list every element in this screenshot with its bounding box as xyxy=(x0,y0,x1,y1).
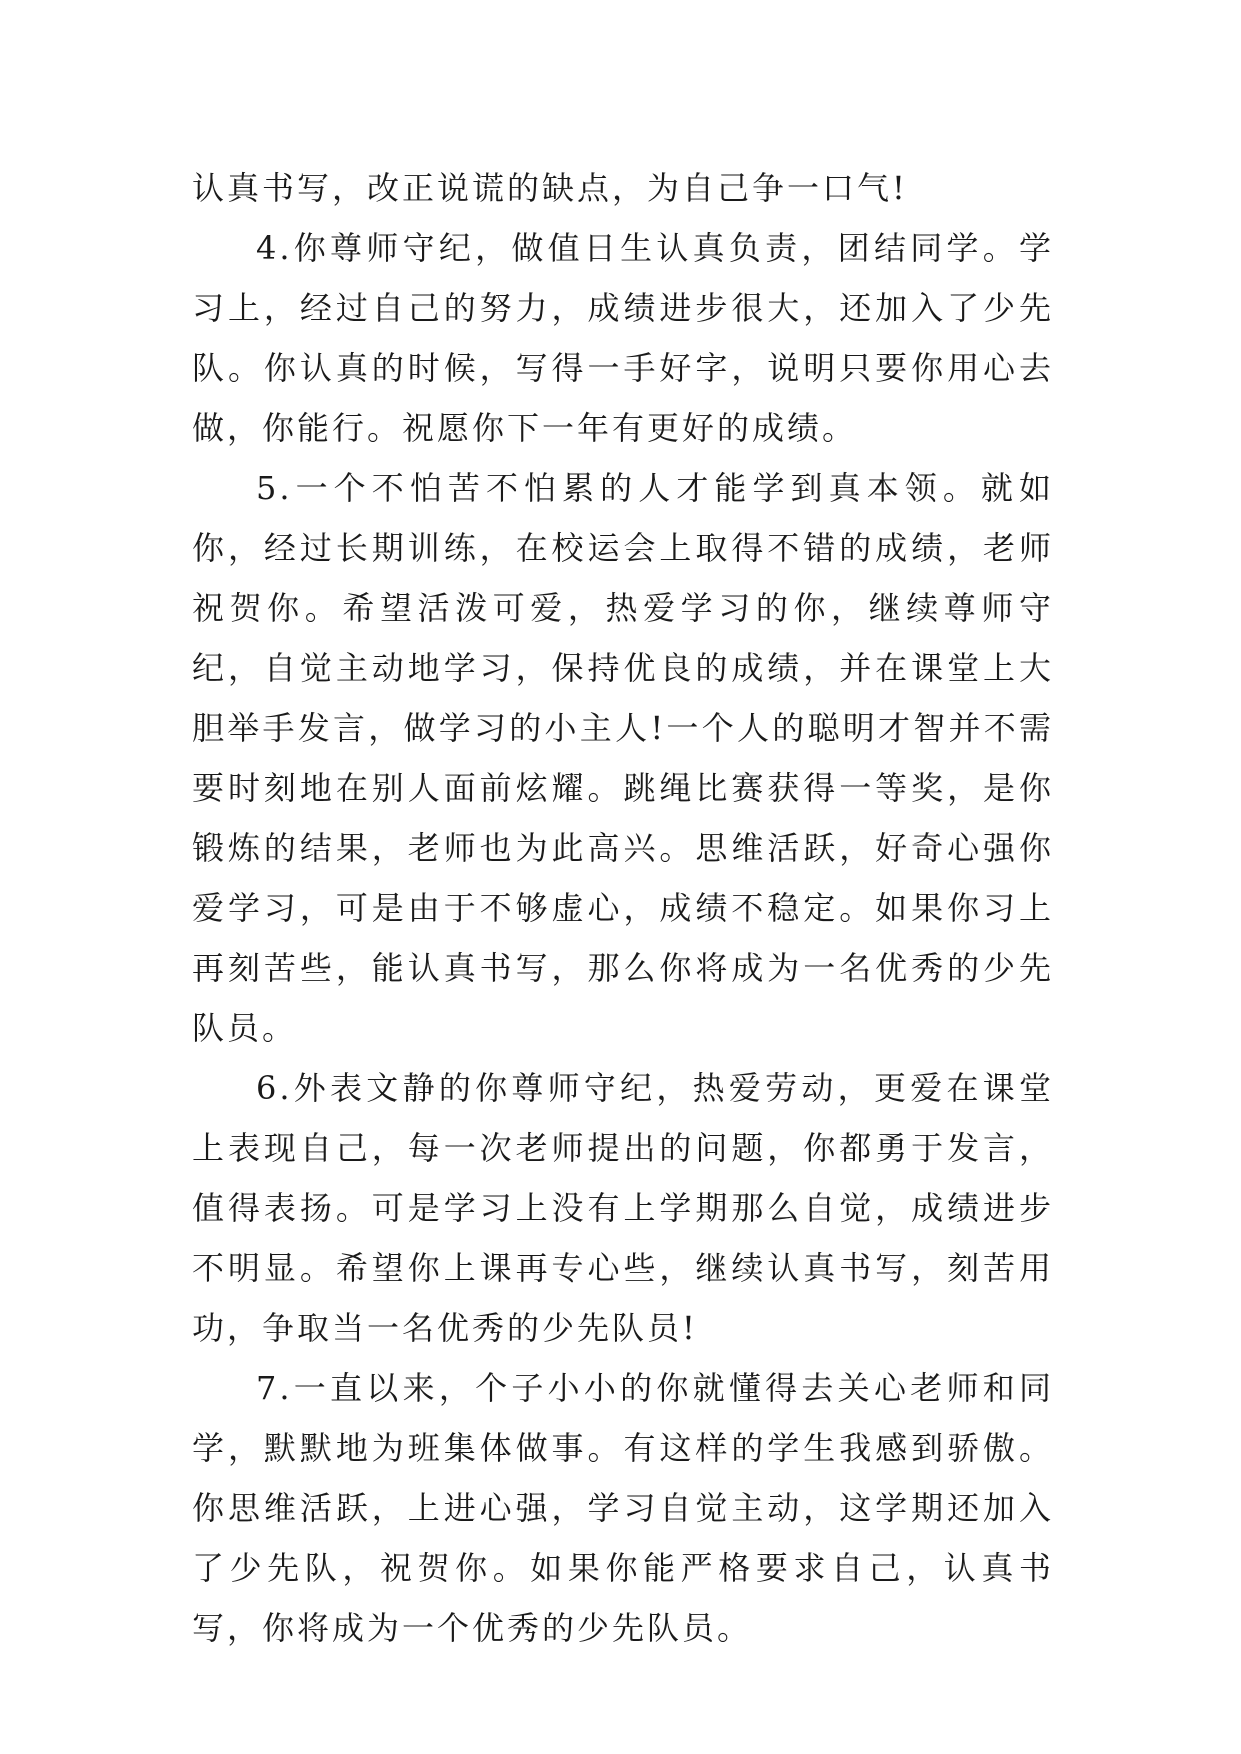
paragraph-item-7: 7.一直以来，个子小小的你就懂得去关心老师和同学，默默地为班集体做事。有这样的学生我感到骄傲。你思维活跃，上进心强，学习自觉主动，这学期还加入了少先队，祝贺你。如果你能严格要求自己，认真书写，你将成为一个优秀的少先队员。 xyxy=(192,1369,1054,1647)
paragraph-continuation: 认真书写，改正说谎的缺点，为自己争一口气! xyxy=(192,169,908,207)
paragraph-item-4: 4.你尊师守纪，做值日生认真负责，团结同学。学习上，经过自己的努力，成绩进步很大，还加入了少先队。你认真的时候，写得一手好字，说明只要你用心去做，你能行。祝愿你下一年有更好的成绩。 xyxy=(192,229,1054,447)
paragraph-item-5: 5.一个不怕苦不怕累的人才能学到真本领。就如你，经过长期训练，在校运会上取得不错的成绩，老师祝贺你。希望活泼可爱，热爱学习的你，继续尊师守纪，自觉主动地学习，保持优良的成绩，并在课堂上大胆举手发言，做学习的小主人!一个人的聪明才智并不需要时刻地在别人面前炫耀。跳绳比赛获得一等奖，是你锻炼的结果，老师也为此高兴。思维活跃，好奇心强你爱学习，可是由于不够虚心，成绩不稳定。如果你习上再刻苦些，能认真书写，那么你将成为一名优秀的少先队员。 xyxy=(192,469,1054,1047)
document-body xyxy=(192,158,1054,1658)
paragraph-item-6: 6.外表文静的你尊师守纪，热爱劳动，更爱在课堂上表现自己，每一次老师提出的问题，你都勇于发言，值得表扬。可是学习上没有上学期那么自觉，成绩进步不明显。希望你上课再专心些，继续认真书写，刻苦用功，争取当一名优秀的少先队员! xyxy=(192,1069,1054,1347)
